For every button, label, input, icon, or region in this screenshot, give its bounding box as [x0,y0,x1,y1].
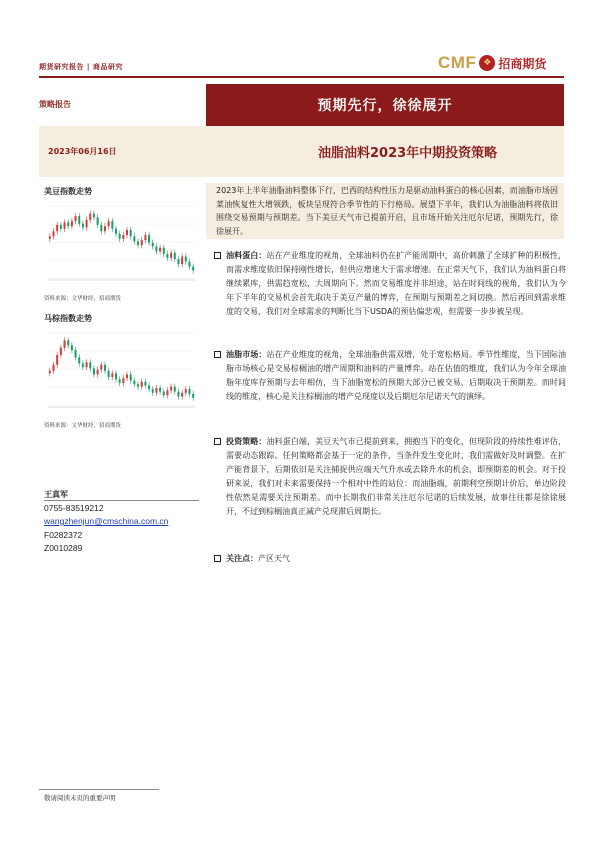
candle-body [152,243,154,247]
candle-body [115,229,117,234]
candle-body [159,248,161,252]
candle-body [89,362,91,368]
candle-body [192,267,194,271]
candle-body [119,234,121,239]
candle-body [155,388,157,393]
candle-body [130,374,132,380]
candle-body [78,216,80,224]
report-type-label: 期货研究报告 | 商品研究 [39,63,123,71]
candle-body [144,382,146,386]
candle-body [159,388,161,392]
bullet-square-icon [214,555,221,562]
chart1-title: 美豆指数走势 [44,187,92,196]
candle-body [148,235,150,243]
candle-body [122,378,124,383]
candle-body [185,257,187,262]
candle-body [133,236,135,241]
author-phone: 0755-83519212 [44,503,104,513]
candle-body [60,225,62,229]
candle-body [71,221,73,226]
bullet-label: 油脂市场： [226,350,267,359]
author-id-investment: Z0010289 [44,543,83,553]
candle-body [163,392,165,396]
candle-body [49,236,51,239]
candle-body [170,387,172,391]
company-logo [438,52,546,74]
candle-body [122,235,124,239]
candle-body [75,350,77,357]
summary-text: 2023年上半年油脂油料整体下行，巴西的结构性压力是驱动油料蛋白的核心因素，而油脂市场因菜油恢复性大增领跌，板块呈现符合季节性的下行格局。展望下半年，我们认为油脂油料将依旧围绕交易预期与预期差。当下美豆天气市已提前开启，且市场开始关注厄尔尼诺，预期先行，徐徐展开。 [216,186,558,236]
candle-body [89,214,91,220]
bullet-square-icon [214,252,221,259]
candle-body [104,226,106,231]
candle-body [170,253,172,258]
candle-body [144,235,146,240]
candle-body [53,365,55,371]
candle-body [181,393,183,397]
bullet-square-icon [214,351,221,358]
candle-body [141,240,143,245]
report-subtitle: 油脂油料2023年中期投资策略 [318,146,498,161]
bullet-text: 油料蛋白端，美豆天气市已提前到来，拥抱当下的变化，但现阶段的持续性难评估，需要动态跟踪。任何策略都会基于一定的条件，当条件发生变化时，我们需做好及时调整。在扩产能背景下，后期依旧是关注捕捉供应端天气升水或去除升水的机会，即预期差的机会。对于投研来说，我们对未来需要保持一个相对中性的站位：而油脂端，前期利空预期计价后，单边阶段性依然是需要关注预期差。而中长期我们非常关注厄尔尼诺的后续发展，故事往往都是徐徐展开，不过到棕榈油真正减产兑现滞后周期长。 [226,437,567,516]
candle-body [163,248,165,254]
report-date: 2023年06月16日 [48,147,117,156]
candle-body [71,345,73,350]
candle-body [185,389,187,393]
author-name: 王真军 [44,490,68,499]
candle-body [82,364,84,368]
candle-body [188,389,190,394]
candle-body [104,365,106,371]
candle-body [53,231,55,236]
candle-body [56,355,58,365]
candle-body [188,262,190,267]
bullet-label: 关注点： [226,554,258,563]
candle-body [141,382,143,387]
candle-body [86,362,88,367]
candle-body [108,221,110,226]
bullet-label: 投资策略： [226,437,267,446]
candle-body [166,254,168,258]
chart2-source: 资料来源：文华财经，招商期货 [44,423,122,429]
candle-body [177,392,179,397]
candle-body [108,371,110,377]
candle-body [177,259,179,264]
candle-body [64,222,66,228]
bullet-text: 站在产业维度的视角，全球油脂供需双增，处于宽松格局。季节性维度，当下国际油脂市场核心是交易棕榈油的增产周期和油料的产量博弈。站在估值的维度，我们认为今年全球油脂年度库存预期与去年相仿，当下油脂宽松的预期大部分已被交易，后期取决于预期差。而时间线的维度，核心是关注棕榈油的增产兑现度以及后期厄尔尼诺天气的演绎。 [226,350,567,401]
candle-body [133,381,135,385]
candle-body [100,225,102,231]
candle-body [67,222,69,226]
logo-text-cn: 招商期货 [498,56,547,71]
logo-text-en: CMF [438,53,477,72]
candle-body [64,340,66,347]
candle-body [75,216,77,221]
chart1-source: 资料来源：文华财经，招商期货 [44,296,122,302]
candle-body [67,340,69,345]
bullet-text: 产区天气 [258,554,290,563]
bullet-oil-market [226,348,566,404]
candle-body [60,348,62,355]
logo-emblem-icon: ❖ [479,55,495,71]
candle-body [111,373,113,377]
candle-body [126,230,128,235]
candle-body [137,241,139,245]
bullet-text: 站在产业维度的视角，全球油料仍在扩产能周期中，高价刺激了全球扩种的积极性，而需求维度依旧保持刚性增长，但供应增速大于需求增速。在正常天气下，我们认为油料蛋白将继续累库，供需趋宽松，大周期向下。然而交易维度并非坦途，站在时间线的视角，我们认为今年下半年的交易机会首先取决于美豆产量的博弈，在预期与预期差之间切换。然后再回到需求维度的交易，我们对全球需求的判断比当下USDA的预估偏悲观，但需要一步步被呈现。 [226,251,567,316]
report-category: 策略报告 [39,100,71,109]
candle-body [174,253,176,259]
bullet-oilseed-protein [226,249,566,319]
candle-body [137,384,139,386]
candle-body [155,246,157,251]
candle-body [119,379,121,383]
candle-body [97,370,99,375]
candle-body [56,225,58,231]
candle-body [126,374,128,378]
candle-body [100,365,102,370]
candle-body [174,387,176,392]
header-divider [39,76,564,78]
summary-box [206,183,564,239]
candle-body [93,368,95,374]
candle-body [152,389,154,393]
candle-body [86,220,88,228]
candle-body [111,221,113,229]
soybean-index-chart [44,200,199,288]
candle-body [93,214,95,218]
palm-oil-index-chart [44,327,199,415]
bullet-investment-strategy [226,435,566,518]
author-email-link[interactable]: wangzhenjun@cmschina.com.cn [44,516,169,526]
candle-body [82,224,84,228]
page-title: 预期先行，徐徐展开 [206,84,564,126]
bullet-focus-points [226,552,566,566]
candle-body [78,357,80,363]
bullet-square-icon [214,438,221,445]
bullet-label: 油料蛋白： [226,251,267,260]
candle-body [115,373,117,379]
candle-body [148,385,150,389]
footer-divider [39,789,159,790]
author-divider [44,500,199,501]
candle-body [192,394,194,398]
footer-disclaimer: 敬请阅读末页的重要声明 [44,794,116,802]
candle-body [166,390,168,395]
candle-body [49,371,51,373]
candle-body [97,217,99,225]
author-id-futures: F0282372 [44,530,83,540]
chart2-title: 马棕指数走势 [44,314,92,323]
candle-body [181,257,183,265]
candle-body [130,230,132,236]
